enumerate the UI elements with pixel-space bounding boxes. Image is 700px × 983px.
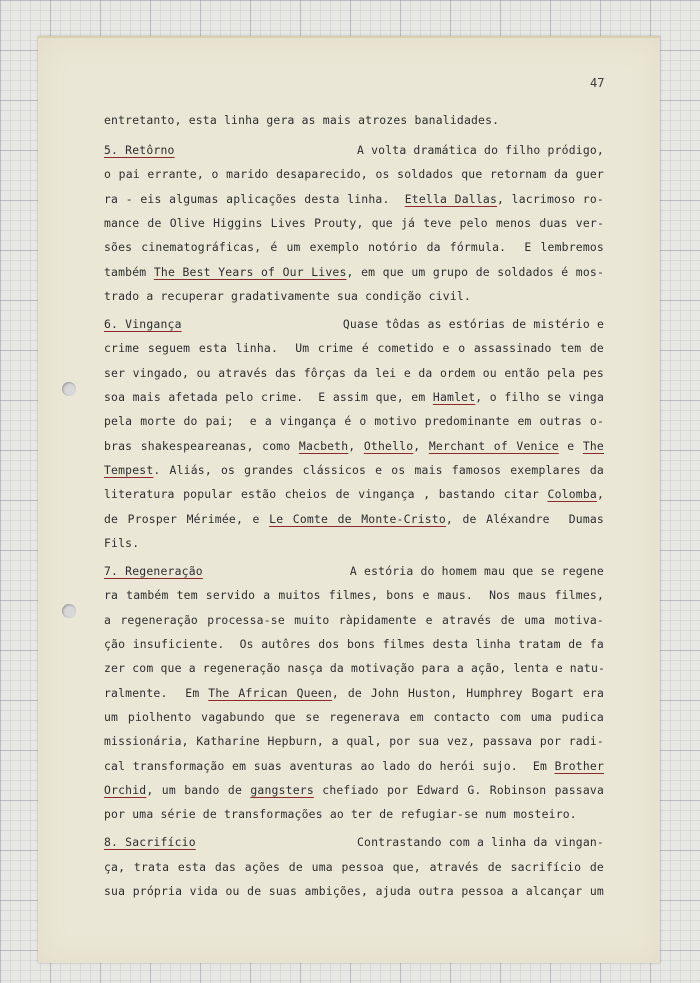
text-segment: , — [596, 487, 604, 502]
text-segment: trado a recuperar gradativamente sua condição civil. — [104, 288, 472, 303]
text-line — [104, 363, 604, 383]
underlined-title: The — [582, 438, 604, 453]
underlined-title: Macbeth — [298, 438, 349, 453]
underlined-title: The Best Years of Our Lives — [153, 264, 347, 279]
text-line — [104, 338, 604, 358]
text-segment: sões cinematográficas, é um exemplo notório da fórmula. E lembremos — [104, 240, 604, 255]
typewritten-page — [38, 36, 660, 963]
section-title: 5. Retôrno — [104, 143, 175, 157]
text-line — [104, 533, 604, 553]
text-segment: ralmente. Em — [104, 685, 209, 700]
text-segment: . Aliás, os grandes clássicos e os mais famosos exemplares da — [153, 462, 604, 477]
text-segment: Fils. — [104, 535, 140, 550]
text-line — [104, 731, 604, 751]
section-heading — [104, 314, 604, 334]
text-segment: ra - eis algumas aplicações desta linha. — [104, 191, 405, 206]
text-line — [104, 658, 604, 678]
text-segment: cal transformação em suas aventuras ao lado do herói sujo. Em — [104, 758, 555, 773]
text-segment: , — [348, 438, 364, 453]
text-segment: de Prosper Mérimée, e — [104, 511, 270, 526]
underlined-title: Othello — [363, 438, 414, 453]
section-first-line: Quase tôdas as estórias de mistério e — [342, 317, 604, 332]
text-line — [104, 707, 604, 727]
underlined-title: Le Comte de Monte-Cristo — [269, 511, 446, 526]
text-line — [104, 213, 604, 233]
underlined-title: Merchant of Venice — [428, 438, 559, 453]
text-segment: , o filho se vinga — [475, 390, 605, 404]
underlined-title: gangsters — [250, 782, 314, 797]
section-heading — [104, 832, 604, 852]
text-line — [104, 484, 604, 504]
text-line — [104, 756, 604, 776]
underlined-title: Etella Dallas — [404, 191, 498, 206]
page-number: 47 — [590, 76, 605, 90]
underlined-title: Orchid — [104, 782, 147, 797]
text-line — [104, 881, 604, 901]
section-first-line: A volta dramática do filho pródigo, — [356, 143, 604, 157]
text-segment: um piolhento vagabundo que se regenerava em contacto com uma pudica — [104, 709, 604, 724]
text-line — [104, 585, 604, 605]
text-segment: , em que um grupo de soldados é mos- — [346, 264, 605, 279]
text-segment: missionária, Katharine Hepburn, a qual, por sua vez, passava por radi- — [104, 734, 604, 749]
text-segment: bras shakespeareanas, como — [104, 438, 299, 453]
text-segment: pela morte do pai; e a vingança é o motivo predominante em outras o- — [104, 414, 604, 429]
text-segment: ça, trata esta das ações de uma pessoa que, através de sacrifício de — [104, 859, 604, 874]
text-segment: crime seguem esta linha. Um crime é cometido e o assassinado tem de — [104, 341, 604, 356]
text-segment: , um bando de — [146, 782, 251, 797]
text-line — [104, 189, 604, 209]
text-line — [104, 262, 604, 282]
intro-line: entretanto, esta linha gera as mais atrozes banalidades. — [104, 113, 500, 127]
section-title: 6. Vingança — [104, 317, 182, 332]
text-line — [104, 164, 604, 184]
section-title: 7. Regeneração — [104, 564, 203, 579]
text-line — [104, 780, 604, 800]
text-segment: mance de Olive Higgins Lives Prouty, que já teve pelo menos duas ver- — [104, 215, 604, 230]
text-segment: , lacrimoso ro- — [497, 191, 604, 206]
section-title: 8. Sacrifício — [104, 835, 196, 850]
text-line — [104, 286, 604, 306]
punch-hole-upper — [62, 382, 76, 396]
text-line — [104, 683, 604, 703]
text-segment: ção insuficiente. Os autôres dos bons filmes desta linha tratam de fa — [104, 637, 604, 651]
text-segment: , de Aléxandre Dumas — [445, 511, 604, 526]
underlined-title: Hamlet — [432, 390, 476, 404]
text-segment: e — [558, 438, 583, 453]
text-segment: ser vingado, ou através das fôrças da lei e da ordem ou então pela pes — [104, 365, 604, 380]
text-line — [104, 387, 604, 407]
punch-hole-lower — [62, 604, 76, 618]
text-segment: sua própria vida ou de suas ambições, ajuda outra pessoa a alcançar um — [104, 884, 604, 898]
text-segment: literatura popular estão cheios de vingança , bastando citar — [104, 487, 548, 502]
text-line — [104, 411, 604, 431]
text-line — [104, 436, 604, 456]
text-line — [104, 857, 604, 877]
text-segment: o pai errante, o marido desaparecido, os soldados que retornam da guer — [104, 167, 604, 182]
text-segment: zer com que a regeneração nasça da motivação para a ação, lenta e natu- — [104, 661, 606, 676]
text-segment: , — [413, 438, 429, 453]
text-segment: ra também tem servido a muitos filmes, bons e maus. Nos maus filmes, — [104, 588, 604, 603]
underlined-title: The African Queen — [208, 685, 332, 700]
text-line — [104, 634, 604, 654]
underlined-title: Colomba — [547, 487, 597, 502]
text-line — [104, 610, 604, 630]
section-first-line: Contrastando com a linha da vingan- — [356, 835, 604, 850]
text-segment: soa mais afetada pelo crime. E assim que, em — [104, 390, 433, 404]
text-segment: a regeneração processa-se muito ràpidamente e através de uma motiva- — [104, 612, 604, 627]
text-segment: chefiado por Edward G. Robinson passava — [313, 782, 605, 797]
text-line — [104, 460, 604, 480]
text-segment: também — [104, 264, 154, 279]
underlined-title: Tempest — [104, 462, 154, 477]
text-line — [104, 804, 604, 824]
section-heading — [104, 561, 604, 581]
section-heading — [104, 140, 604, 160]
underlined-title: Brother — [554, 758, 604, 773]
text-line — [104, 509, 604, 529]
section-first-line: A estória do homem mau que se regene — [349, 564, 604, 579]
text-line — [104, 237, 604, 257]
text-segment: , de John Huston, Humphrey Bogart era — [331, 685, 605, 700]
text-segment: por uma série de transformações ao ter de refugiar-se num mosteiro. — [104, 807, 577, 822]
